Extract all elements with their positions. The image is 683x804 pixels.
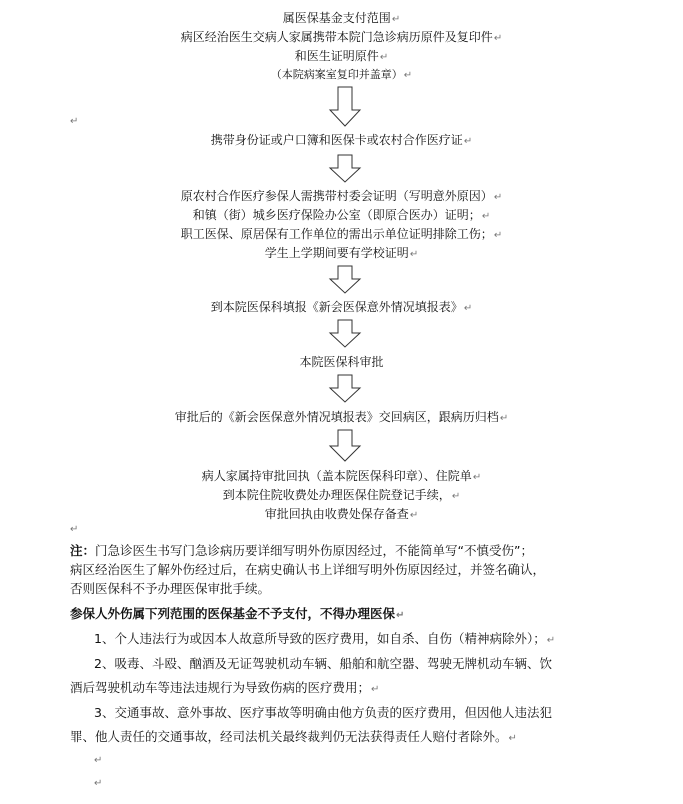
exclusion-item-2-line-1: 2、吸毒、斗殴、酗酒及无证驾驶机动车辆、船舶和航空器、驾驶无牌机动车辆、饮 — [94, 656, 552, 671]
exclusion-item-1: 1、个人违法行为或因本人故意所导致的医疗费用，如自杀、自伤（精神病除外）；↵ — [94, 631, 556, 646]
down-arrow-icon — [328, 374, 362, 404]
flow-step-3-line-2: 和镇（街）城乡医疗保险办公室（即原合医办）证明；↵ — [192, 208, 491, 222]
flow-step-7-line-3: 审批回执由收费处保存备查↵ — [264, 507, 419, 521]
down-arrow-icon — [328, 429, 362, 463]
flow-step-7-line-2: 到本院住院收费处办理医保住院登记手续，↵ — [222, 488, 461, 502]
note-line-1: 注：门急诊医生书写门急诊病历要详细写明外伤原因经过，不能简单写“不慎受伤”； — [70, 543, 533, 558]
flow-step-1-line-4: （本院病案室复印并盖章）↵ — [270, 68, 413, 81]
down-arrow-icon — [328, 319, 362, 349]
note-line-3: 否则医保科不予办理医保审批手续。 — [70, 581, 271, 596]
flow-step-1-line-3: 和医生证明原件↵ — [294, 49, 389, 63]
down-arrow-icon — [328, 154, 362, 184]
flow-step-6-line-1: 审批后的《新会医保意外情况填报表》交回病区，跟病历归档↵ — [174, 410, 509, 424]
paragraph-mark: ↵ — [94, 755, 103, 766]
paragraph-mark: ↵ — [94, 778, 103, 789]
exclusion-item-3-line-2: 罪、他人责任的交通事故，经司法机关最终裁判仍无法获得责任人赔付者除外。↵ — [70, 729, 517, 744]
exclusion-item-2-line-2: 酒后驾驶机动车等违法违规行为导致伤病的医疗费用；↵ — [70, 680, 380, 695]
down-arrow-icon — [328, 86, 362, 128]
down-arrow-icon — [328, 265, 362, 295]
flow-step-3-line-3: 职工医保、原居保有工作单位的需出示单位证明排除工伤；↵ — [180, 227, 503, 241]
flow-step-1-line-1: 属医保基金支付范围↵ — [282, 11, 401, 25]
exclusion-item-3-line-1: 3、交通事故、意外事故、医疗事故等明确由他方负责的医疗费用，但因他人违法犯 — [94, 705, 552, 720]
flow-step-4-line-1: 到本院医保科填报《新会医保意外情况填报表》↵ — [210, 300, 473, 314]
flow-step-5-line-1: 本院医保科审批 — [299, 355, 384, 369]
flow-step-1-line-2: 病区经治医生交病人家属携带本院门急诊病历原件及复印件↵ — [180, 30, 503, 44]
flow-step-3-line-1: 原农村合作医疗参保人需携带村委会证明（写明意外原因）↵ — [180, 189, 503, 203]
note-label: 注： — [70, 543, 96, 558]
paragraph-mark: ↵ — [70, 116, 79, 127]
note-line-2: 病区经治医生了解外伤经过后，在病史确认书上详细写明外伤原因经过，并签名确认， — [70, 562, 546, 577]
flow-step-3-line-4: 学生上学期间要有学校证明↵ — [264, 246, 419, 260]
paragraph-mark: ↵ — [70, 524, 79, 535]
exclusion-heading: 参保人外伤属下列范围的医保基金不予支付，不得办理医保↵ — [70, 606, 405, 621]
flow-step-7-line-1: 病人家属持审批回执（盖本院医保科印章）、住院单↵ — [201, 469, 482, 483]
flow-step-2-line-1: 携带身份证或户口簿和医保卡或农村合作医疗证↵ — [210, 133, 473, 147]
